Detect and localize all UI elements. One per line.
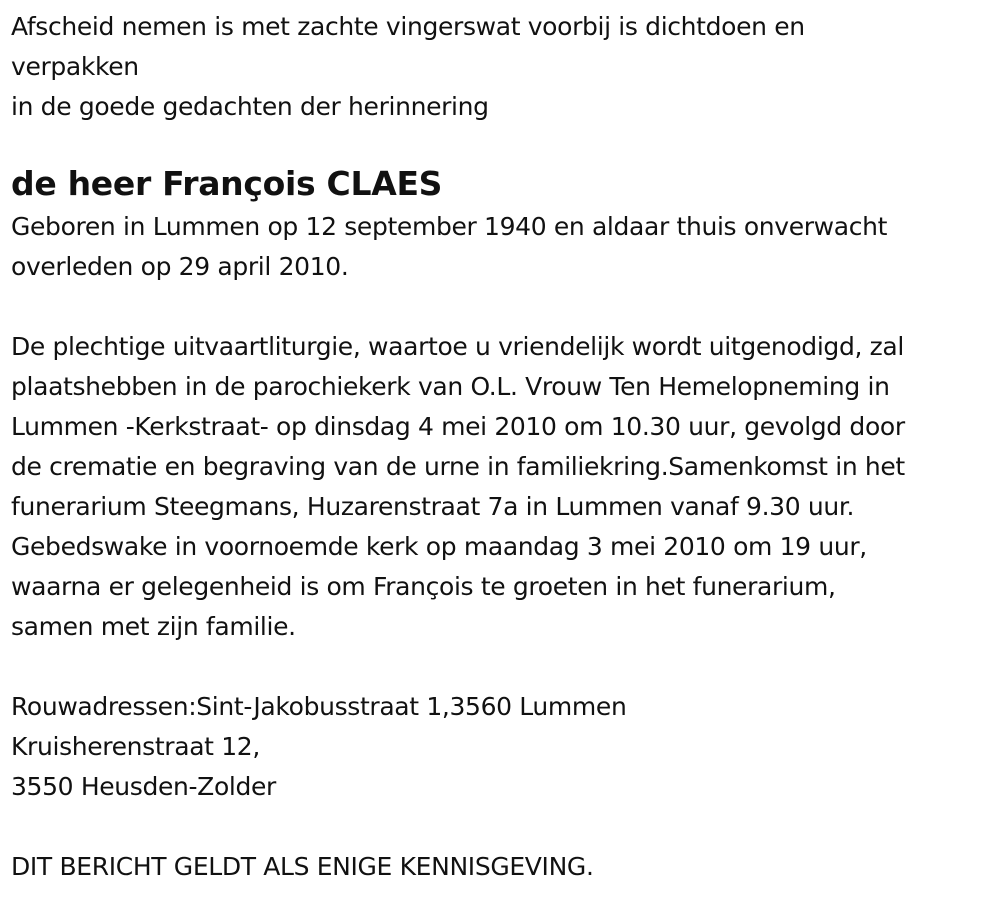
address-line: 3550 Heusden-Zolder bbox=[11, 772, 276, 801]
birth-death-line: overleden op 29 april 2010. bbox=[11, 252, 349, 281]
deceased-name: de heer François CLAES bbox=[11, 164, 443, 203]
ceremony-line: de crematie en begraving van de urne in familiekring.Samenkomst in het bbox=[11, 452, 905, 481]
ceremony-details bbox=[11, 327, 996, 647]
ceremony-line: plaatshebben in de parochiekerk van O.L. Vrouw Ten Hemelopneming in bbox=[11, 372, 890, 401]
closing-notice: DIT BERICHT GELDT ALS ENIGE KENNISGEVING. bbox=[11, 852, 594, 881]
intro-line: Afscheid nemen is met zachte vingerswat voorbij is dichtdoen en bbox=[11, 12, 805, 41]
intro-line: verpakken bbox=[11, 52, 139, 81]
ceremony-line: waarna er gelegenheid is om François te groeten in het funerarium, bbox=[11, 572, 836, 601]
birth-death-line: Geboren in Lummen op 12 september 1940 en aldaar thuis onverwacht bbox=[11, 212, 888, 241]
spacer bbox=[11, 807, 996, 847]
ceremony-line: funerarium Steegmans, Huzarenstraat 7a in Lummen vanaf 9.30 uur. bbox=[11, 492, 855, 521]
intro-line: in de goede gedachten der herinnering bbox=[11, 92, 489, 121]
address-line: Kruisherenstraat 12, bbox=[11, 732, 260, 761]
birth-death-info bbox=[11, 207, 996, 287]
ceremony-line: Gebedswake in voornoemde kerk op maandag 3 mei 2010 om 19 uur, bbox=[11, 532, 867, 561]
ceremony-line: samen met zijn familie. bbox=[11, 612, 296, 641]
address-line: Rouwadressen:Sint-Jakobusstraat 1,3560 Lummen bbox=[11, 692, 627, 721]
ceremony-line: Lummen -Kerkstraat- op dinsdag 4 mei 2010 om 10.30 uur, gevolgd door bbox=[11, 412, 905, 441]
spacer bbox=[11, 647, 996, 687]
ceremony-line: De plechtige uitvaartliturgie, waartoe u vriendelijk wordt uitgenodigd, zal bbox=[11, 332, 904, 361]
obituary-notice bbox=[11, 7, 996, 887]
mourning-addresses bbox=[11, 687, 996, 807]
spacer bbox=[11, 287, 996, 327]
intro-verse bbox=[11, 7, 996, 127]
